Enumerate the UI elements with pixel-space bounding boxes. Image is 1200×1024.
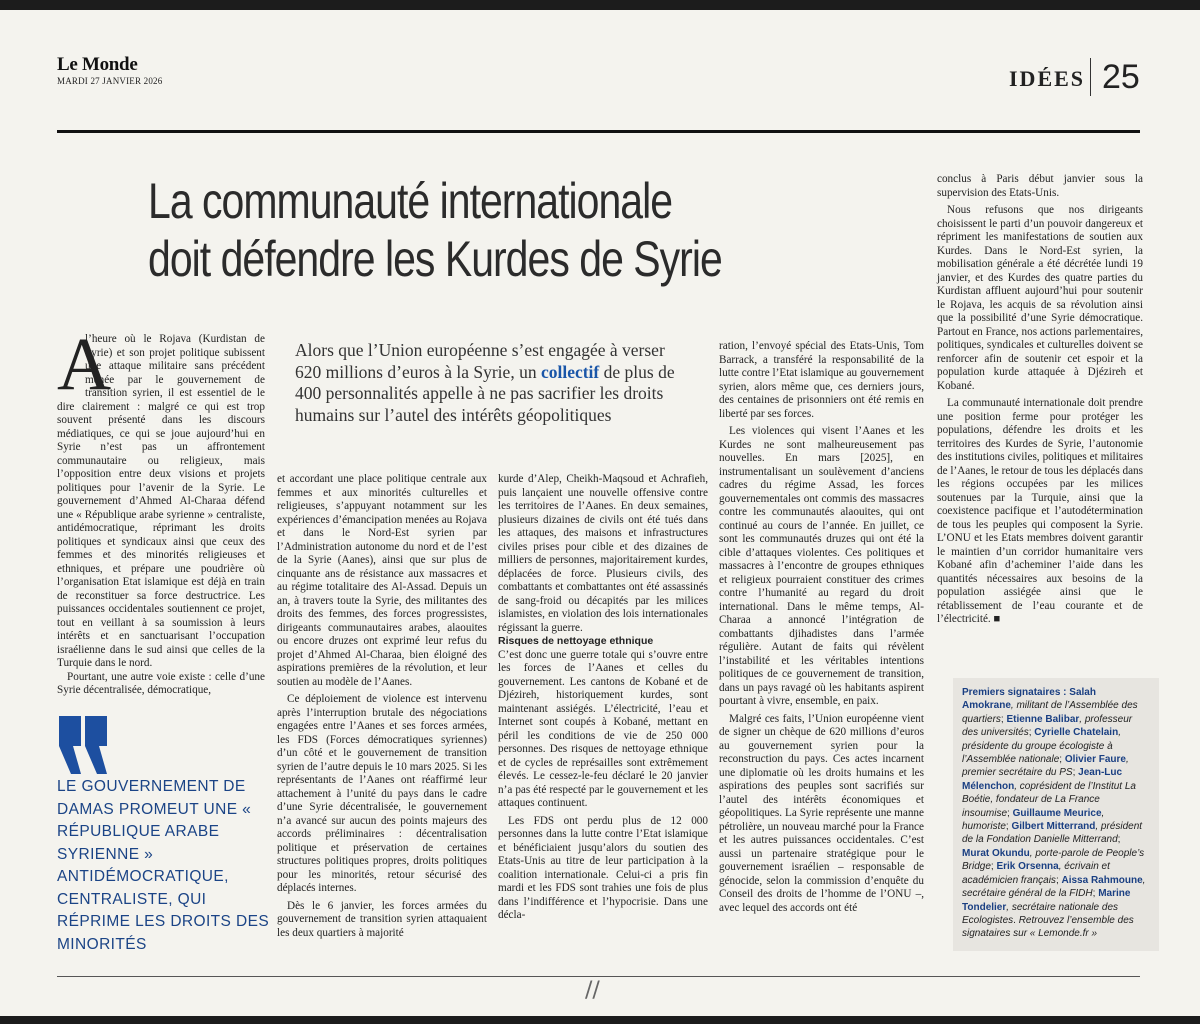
signatory-name: Erik Orsenna [996,861,1059,873]
page-number-divider [1090,58,1091,96]
headline-line-2: doit défendre les Kurdes de Syrie [148,231,722,287]
signatories-list [962,687,1145,926]
signatory: Cyrielle Chatelain, présidente du groupe écologiste à l’Assemblée nationale; [962,727,1121,766]
paragraph: Les FDS ont perdu plus de 12 000 personnes dans la lutte contre l’Etat islamique et bénéficiaient jusqu’alors du soutien des Etats-Unis au titre de leur participation à la coalition internationale. Celui-ci a pris fin mardi et les FDS sont trahies une fois de plus dans l’indifférence et l’hypocrisie. Dans une décla- [498,814,708,921]
newspaper-page [0,10,1200,1016]
signatories-outro: Retrouvez l’ensemble des signataires sur « Lemonde.fr » [962,914,1134,940]
article-column-3 [498,473,708,923]
paragraph: kurde d’Alep, Cheikh-Maqsoud et Achrafieh, puis lançaient une nouvelle offensive contre les territoires de l’Aanes. En deux semaines, plusieurs dizaines de civils ont été tués dans les attaques, des maisons et infrastructures civiles prises pour cible et des dizaines de milliers de personnes, majoritairement kurdes, déplacées de force. Plusieurs civils, des combattants et combattantes ont été assassinés de sang-froid ou décapités par les milices islamistes, en violation des lois internationales régissant la guerre. [498,473,708,634]
signatory-name: Salah Amokrane [962,687,1096,712]
signatory-role: , professeur des universités [962,713,1133,739]
standfirst-highlight: collectif [540,361,600,382]
signatory: Marine Tondelier, secrétaire nationale des Ecologistes. [962,888,1131,926]
paragraph: C’est donc une guerre totale qui s’ouvre entre les forces de l’Aanes et celles du gouvernement. Les cantons de Kobané et de Djézireh, historiquement kurdes, sont maintenant assiégés. L’électricité, l’eau et Internet sont coupés à Kobané, mettant en péril les conditions de vie de 250 000 personnes. Des risques de nettoyage ethnique et de cycles de représailles sont extrêmement élevés. Le cessez-le-feu déclaré le 20 janvier n’a pas été respecté par le gouvernement et les attaques continuent. [498,648,708,809]
article-column-4 [719,340,924,915]
paragraph: Nous refusons que nos dirigeants choisissent le parti d’un pouvoir dangereux et répriment les manifestations de soutien aux Kurdes. Dans le Nord-Est syrien, la mobilisation générale a été décrétée lundi 19 janvier, et des Kurdes des quatre parties du Kurdistan affluent aujourd’hui pour soutenir le Rojava, les acquis de sa révolution ainsi que la possibilité d’une Syrie démocratique. Partout en France, nos actions parlementaires, politiques, syndicales et culturelles doivent se renforcer afin de soutenir cet espoir et la population kurde attaquée à Djézireh et Kobané. [937,204,1143,392]
paragraph-text: La communauté internationale doit prendre une position ferme pour protéger les populations, défendre les droits et les territoires des Kurdes de Syrie, l’autonomie des institutions civiles, politiques et militaires de l’Aanes, le retour de tous les déplacés dans les régions occupées par les milices soutenues par la Turquie, ainsi que la coexistence pacifique et l’autodétermination de tous les peuples qui composent la Syrie. L’ONU et les Etats membres doivent garantir le maintien d’un corridor humanitaire vers Kobané afin d’acheminer l’aide dans les quantités nécessaires aux besoins de la population assiégée ainsi que le rétablissement de l’eau courante et de l’électricité. [937,397,1143,625]
paragraph: Dès le 6 janvier, les forces armées du gouvernement de transition syrien attaquaient les deux quartiers à majorité [277,899,487,939]
signatory-name: Gilbert Mitterrand [1011,821,1096,833]
page-number: 25 [1102,58,1140,96]
paragraph: Pourtant, une autre voie existe : celle d’une Syrie décentralisée, démocratique, [57,670,265,696]
signatory-name: Aissa Rahmoune [1061,874,1143,886]
standfirst [295,340,690,426]
signatory-role: , premier secrétaire du PS [962,754,1129,779]
signatory-role: , coprésident de l’Institut La Boétie, fondateur de La France insoumise [962,780,1136,819]
signatory-role: , président de la Fondation Danielle Mitterrand [962,821,1143,846]
signatory-role: , porte-parole de People’s Bridge [962,847,1145,873]
signatory: Gilbert Mitterrand, président de la Fondation Danielle Mitterrand; [962,821,1143,846]
signatory-name: Cyrielle Chatelain [1034,727,1119,739]
pull-quote: LE GOUVERNEMENT DE DAMAS PROMEUT UNE « RÉPUBLIQUE ARABE SYRIENNE » ANTIDÉMOCRATIQUE, CENTRALISTE, QUI RÉPRIME LES DROITS DES MINORITÉS [57,778,270,953]
paragraph: Les violences qui visent l’Aanes et les Kurdes ne sont malheureusement pas nouvelles. En mars [2025], en instrumentalisant un soulèvement d’anciens cadres du régime Assad, les forces gouvernementales ont commis des massacres contre les communautés alaouites, qui ont continué au cours de l’année. En juillet, ce sont les communautés druzes qui ont été la cible d’attaques violentes. Ces politiques et massacres à l’encontre de groupes ethniques et religieux pourraient constituer des crimes contre l’humanité au regard du droit international. Dans le même temps, Al-Charaa a annoncé l’intégration de combattants djihadistes dans l’armée régulière. Autant de faits qui révèlent l’instabilité et les véritables intentions politiques de ce gouvernement de transition, dans un pays ravagé où les habitants aspirent pourtant à vivre, ensemble, en paix. [719,425,924,707]
signatory-name: Etienne Balibar [1006,713,1080,725]
signatory: Murat Okundu, porte-parole de People’s Bridge; [962,847,1145,873]
page-break-mark: // [585,978,600,1003]
paragraph: conclus à Paris début janvier sous la supervision des Etats-Unis. [937,173,1143,199]
subheading: Risques de nettoyage ethnique [498,635,654,647]
signatory-role: , militant de l’Assemblée des quartiers [962,700,1138,725]
signatory: Jean-Luc Mélenchon, coprésident de l’Institut La Boétie, fondateur de La France insoumise; [962,767,1136,819]
signatory-name: Guillaume Meurice [1012,807,1102,819]
standfirst-text-end: de plus de 400 personnalités appelle à ne pas sacrifier les droits humains sur l’autel des intérêts géopolitiques [295,361,675,425]
signatory-name: Murat Okundu [962,847,1030,859]
signatory-name: Marine Tondelier [962,888,1131,913]
signatories-box [953,678,1159,951]
signatory: Salah Amokrane, militant de l’Assemblée des quartiers; [962,687,1138,725]
signatory-role: , écrivain et académicien français [962,861,1110,886]
paragraph: et accordant une place politique centrale aux femmes et aux minorités culturelles et religieuses, s’appuyant notamment sur les expériences d’émancipation menées au Rojava et dans le Nord-Est syrien par l’Administration autonome du nord et de l’est de la Syrie (Aanes), ainsi que sur plus de cinquante ans de résistance aux massacres et au régime totalitaire des Al-Assad. Depuis un an, à travers toute la Syrie, des militantes des droits des femmes, des forces progressistes, dirigeants communautaires arabes, alaouites ou encore druzes ont exprimé leur refus du projet d’Ahmed Al-Charaa, bien éloigné des aspirations premières de la révolution, et leur soutien au modèle de l’Aanes. [277,473,487,688]
bottom-rule [57,976,1140,977]
signatory: Etienne Balibar, professeur des universités; [962,713,1133,739]
issue-date: MARDI 27 JANVIER 2026 [57,76,163,86]
paragraph: l’heure où le Rojava (Kurdistan de Syrie) et son projet politique subissent une attaque militaire sans précédent menée par le gouvernement de transition syrien, il est essentiel de le dire clairement : malgré ce qui est trop souvent présenté dans les discours médiatiques, ce qui se joue aujourd’hui en Syrie n’est pas un affrontement communautaire ou religieux, mais l’opposition entre deux visions et projets politiques pour l’avenir de la Syrie. Le gouvernement d’Ahmed Al-Charaa défend une « République arabe syrienne » centraliste, antidémocratique, réprimant les droits politiques et syndicaux ainsi que ceux des femmes et des minorités religieuses et ethniques, et prépare une poudrière où l’organisation Etat islamique est déjà en train de reconstituer sa force destructrice. Les puissances occidentales soutiennent ce projet, tout en veillant à sa soumission à leurs intérêts et en sanctuarisant l’occupation israélienne dans le sud ainsi que celles de la Turquie dans le nord. [57,333,265,669]
top-rule [57,130,1140,133]
article-column-2 [277,473,487,940]
signatory: Guillaume Meurice, humoriste; [962,807,1105,833]
signatories-intro: Premiers signataires : [962,687,1070,698]
quote-icon [57,715,109,785]
signatory-role: , présidente du groupe écologiste à l’Assemblée nationale [962,727,1121,766]
end-mark-icon: ■ [993,613,1001,625]
paragraph [937,397,1143,627]
signatory-name: Olivier Faure [1064,754,1126,766]
quote-mark-icon [57,716,109,776]
signatory-role: , secrétaire général de la FIDH [962,874,1146,900]
signatory-name: Jean-Luc Mélenchon [962,767,1123,792]
standfirst-text: Alors que l’Union européenne s’est engagée à verser 620 millions d’euros à la Syrie, un [295,340,665,382]
section-label: IDÉES [1009,66,1086,91]
paragraph: ration, l’envoyé spécial des Etats-Unis, Tom Barrack, a transféré la responsabilité de la lutte contre l’Etat islamique au gouvernement syrien, alors même que, ces derniers jours, des centaines de prisonniers ont été remis en liberté par ses forces. [719,340,924,420]
signatory-role: , secrétaire nationale des Ecologistes [962,901,1118,926]
masthead-logo: Le Monde [57,54,138,75]
headline [148,172,911,288]
signatory: Olivier Faure, premier secrétaire du PS; [962,754,1129,779]
article-column-5 [937,173,1143,627]
signatory: Aissa Rahmoune, secrétaire général de la FIDH; [962,874,1146,900]
headline-line-1: La communauté internationale [148,173,673,229]
signatory-role: , humoriste [962,807,1105,833]
dropcap: A [57,323,112,406]
paragraph: Ce déploiement de violence est intervenu après l’interruption brutale des négociations engagées entre l’Aanes et ses forces armées, les FDS (Forces démocratiques syriennes) d’un côté et le gouvernement de transition syrien de l’autre depuis le 10 mars 2025. Si les représentants de l’Aanes ont réaffirmé leur attachement à l’unité du pays dans le cadre d’une Syrie décentralisée, le gouvernement n’a avancé sur aucun des points majeurs des accords préliminaires : décentralisation politique et préservation de certaines structures politiques propres, droits politiques pour les minorités, retour sécurisé des déplacés internes. [277,693,487,894]
paragraph: Malgré ces faits, l’Union européenne vient de signer un chèque de 620 millions d’euros au gouvernement syrien pour la reconstruction du pays. Ces actes incarnent une diplomatie où les droits humains et les aspirations des peuples sont sacrifiés sur l’autel des intérêts économiques et géopolitiques. La Syrie représente une manne pétrolière, un nouveau marché pour la France et les autres puissances occidentales. C’est aussi un partenaire stratégique pour le gouvernement israélien – responsable de génocide, selon la commission d’enquête du Conseil des droits de l’homme de l’ONU –, avec lequel des accords ont été [719,712,924,914]
signatory: Erik Orsenna, écrivain et académicien français; [962,861,1110,886]
